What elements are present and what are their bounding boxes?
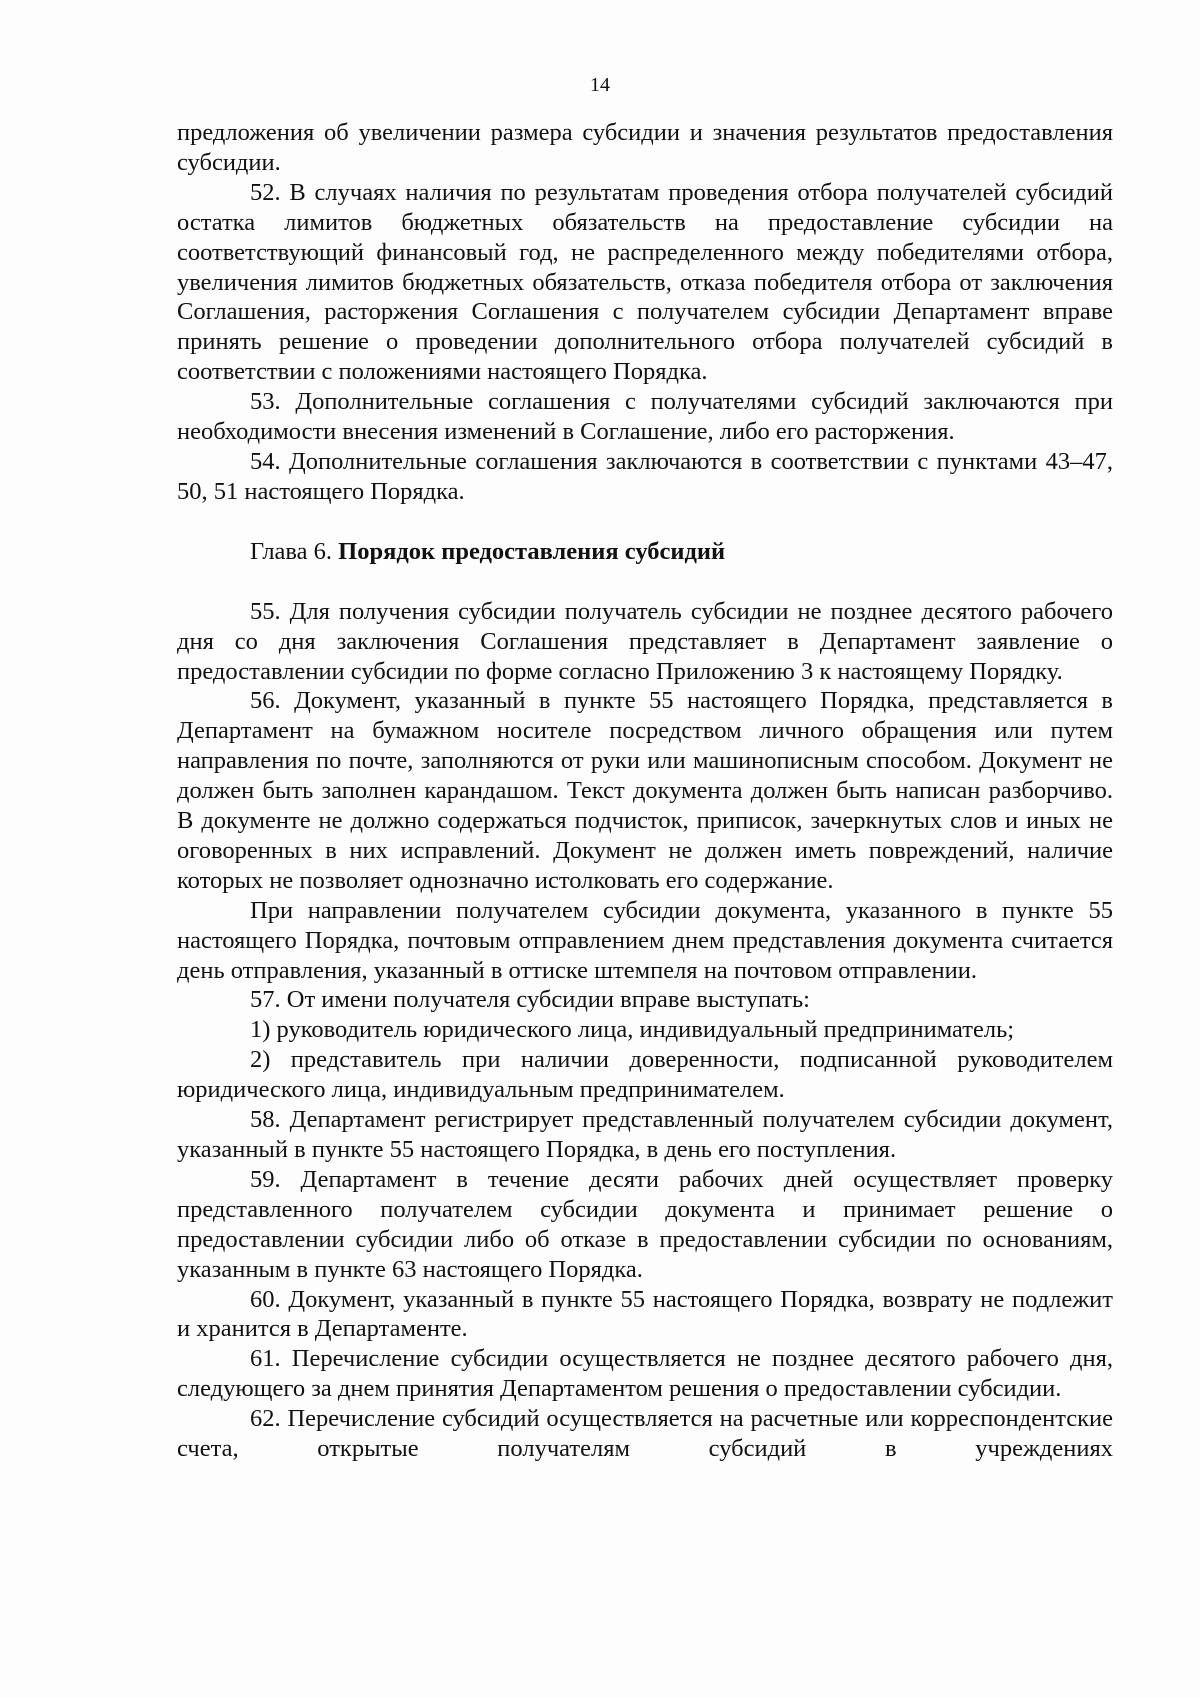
paragraph-p-continued: предложения об увеличении размера субсидии и значения результатов предоставления субсидии. <box>177 119 1113 176</box>
paragraph-p-56-2: При направлении получателем субсидии документа, указанного в пункте 55 настоящего Порядка, почтовым отправлением днем представления документа считается день отправления, указанный в оттиске штемпеля на почтовом отправлении. <box>177 896 1113 984</box>
paragraph-p-55: 55. Для получения субсидии получатель субсидии не позднее десятого рабочего дня со дня заключения Соглашения представляет в Департамент заявление о предоставлении субсидии по форме согласно Приложению 3 к настоящему Порядку. <box>177 597 1113 685</box>
chapter-heading <box>177 537 1113 567</box>
paragraph-p-57-2: 2) представитель при наличии доверенности, подписанной руководителем юридического лица, индивидуальным предпринимателем. <box>177 1046 1113 1104</box>
paragraphs-after-chapter <box>177 597 1113 1464</box>
chapter-prefix: Глава 6. <box>250 537 339 565</box>
page-number: 14 <box>590 74 610 96</box>
paragraph-p-56: 56. Документ, указанный в пункте 55 настоящего Порядка, представляется в Департамент на бумажном носителе посредством личного обращения или путем направления по почте, заполняются от руки или машинописным способом. Документ не должен быть заполнен карандашом. Текст документа должен быть написан разборчиво. В документе не должно содержаться подчисток, приписок, зачеркнутых слов и иных не оговоренных в них исправлений. Документ не должен иметь повреждений, наличие которых не позволяет однозначно истолковать его содержание. <box>177 687 1113 894</box>
paragraph-p-61: 61. Перечисление субсидии осуществляется не позднее десятого рабочего дня, следующего за днем принятия Департаментом решения о предоставлении субсидии. <box>177 1345 1113 1403</box>
paragraphs-before-chapter <box>177 118 1113 507</box>
chapter-title: Порядок предоставления субсидий <box>338 537 726 565</box>
paragraph-p-62: 62. Перечисление субсидий осуществляется на расчетные или корреспондентские счета, открытые получателям субсидий в учреждениях <box>177 1405 1113 1463</box>
paragraph-p-59: 59. Департамент в течение десяти рабочих дней осуществляет проверку представленного получателем субсидии документа и принимает решение о предоставлении субсидии либо об отказе в предоставлении субсидии по основаниям, указанным в пункте 63 настоящего Порядка. <box>177 1165 1113 1283</box>
paragraph-p-53: 53. Дополнительные соглашения с получателями субсидий заключаются при необходимости внесения изменений в Соглашение, либо его расторжения. <box>177 388 1113 446</box>
paragraph-p-57: 57. От имени получателя субсидии вправе выступать: <box>250 986 810 1014</box>
paragraph-p-52: 52. В случаях наличия по результатам проведения отбора получателей субсидий остатка лимитов бюджетных обязательств на предоставление субсидии на соответствующий финансовый год, не распределенного между победителями отбора, увеличения лимитов бюджетных обязательств, отказа победителя отбора от заключения Соглашения, расторжения Соглашения с получателем субсидии Департамент вправе принять решение о проведении дополнительного отбора получателей субсидий в соответствии с положениями настоящего Порядка. <box>177 178 1113 386</box>
paragraph-p-57-1: 1) руководитель юридического лица, индивидуальный предприниматель; <box>250 1016 1015 1044</box>
paragraph-p-54: 54. Дополнительные соглашения заключаются в соответствии с пунктами 43–47, 50, 51 настоящего Порядка. <box>177 447 1113 505</box>
paragraph-p-58: 58. Департамент регистрирует представленный получателем субсидии документ, указанный в пункте 55 настоящего Порядка, в день его поступления. <box>177 1106 1113 1163</box>
document-body <box>177 118 1113 1464</box>
paragraph-p-60: 60. Документ, указанный в пункте 55 настоящего Порядка, возврату не подлежит и хранится в Департаменте. <box>177 1285 1113 1343</box>
